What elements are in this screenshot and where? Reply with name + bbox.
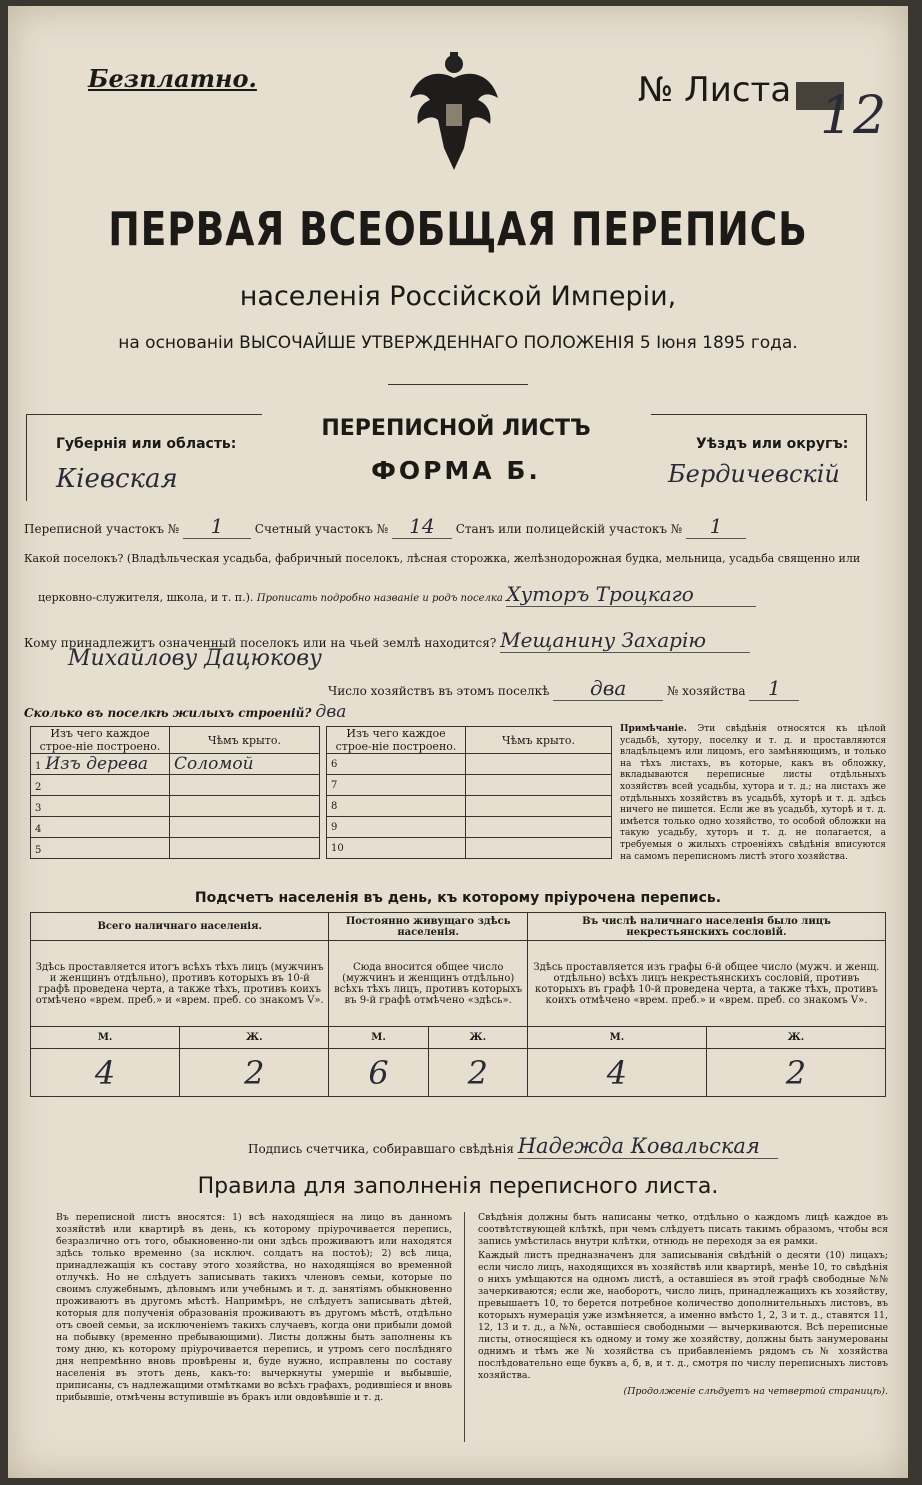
- building-row: [31, 817, 320, 838]
- households-line: [328, 676, 888, 701]
- households-label: Число хозяйствъ въ этомъ поселкѣ: [328, 684, 550, 698]
- rules-left-column: Въ переписной листъ вносятся: 1) всѣ находящіеся на лицо въ данномъ хозяйствѣ или квартирѣ въ день, къ которому пріурочивается перепись, безразлично отъ того, обыкновенно-ли они здѣсь проживаютъ или находятся здѣсь только временно (за исключ. солдатъ на постоѣ); 2) всѣ лица, принадлежащія къ составу этого хозяйства, но находящіяся во временной отлучкѣ. Но не слѣдуетъ записывать такихъ членовъ семьи, которые по своимъ служебнымъ, дѣловымъ или учебнымъ и т. д. занятіямъ обыкновенно проживаютъ въ другомъ мѣстѣ. Напримѣръ, не слѣдуетъ записывать дѣтей, которыя для полученія образованія проживаютъ въ другомъ мѣстѣ, отдѣльно отъ своей семьи, за исключеніемъ такихъ случаевъ, когда они прибыли домой на побывку (временно пребывающими). Листы должны быть заполнены къ тому дню, къ которому пріурочивается перепись, и утромъ сего послѣдняго дня непремѣнно вновь провѣрены и, буде нужно, исправлены по составу населенія въ этотъ день, какъ-то: вычеркнуты умершіе и выбывшіе, приписаны, съ надлежащими отмѣтками во всѣхъ графахъ, родившіеся и вновь прибывшіе, отмѣчены вступившіе въ бракъ или овдовѣвшіе и т. д.: [56, 1212, 452, 1403]
- tally-f-1: Ж.: [180, 1027, 329, 1049]
- row-number: 4: [35, 824, 42, 835]
- form-label: ФОРМА Б.: [371, 456, 541, 485]
- building-row: [327, 796, 612, 817]
- count-area-label: Счетный участокъ №: [254, 522, 389, 536]
- divider: [388, 384, 528, 385]
- area-line: [24, 514, 888, 539]
- tally-value-total-f: 2: [180, 1049, 329, 1097]
- building-row: [31, 754, 320, 775]
- settlement-line: [38, 582, 888, 607]
- owner-value-2: Михайлову Дацюкову: [68, 646, 322, 671]
- census-area-value: 1: [183, 514, 251, 539]
- building-roof-value: [466, 775, 612, 796]
- households-value: два: [553, 676, 663, 701]
- signature-label: Подпись счетчика, собиравшаго свѣдѣнія: [248, 1142, 514, 1156]
- owner-question: Кому принадлежитъ означенный поселокъ или на чьей землѣ находится?: [24, 636, 497, 650]
- sheet-title: ПЕРЕПИСНОЙ ЛИСТЪ: [321, 416, 591, 441]
- tally-col2-head: Постоянно живущаго здѣсь населенія.: [329, 913, 527, 941]
- note-block: [620, 724, 886, 863]
- row-number: 9: [327, 817, 466, 838]
- row-number: 5: [35, 845, 42, 856]
- tally-table: [30, 912, 886, 1097]
- building-roof-value: [466, 754, 612, 775]
- building-row: [327, 775, 612, 796]
- building-row: [327, 817, 612, 838]
- tally-m-3: М.: [527, 1027, 706, 1049]
- building-roof-value: [170, 817, 320, 838]
- census-form-page: [8, 6, 908, 1478]
- rules-right-column: [478, 1212, 888, 1398]
- rules-continued: (Продолженіе слѣдуетъ на четвертой страницѣ).: [623, 1386, 888, 1397]
- col-material-header: Изъ чего каждое строе-ніе построено.: [31, 727, 170, 754]
- settlement-hint: Прописать подробно названіе и родъ поселка: [256, 593, 503, 604]
- buildings-table-left: [30, 726, 320, 859]
- rules-title: Правила для заполненія переписного листа.: [197, 1174, 719, 1199]
- building-roof-value: Соломой: [170, 754, 320, 775]
- household-number-label: № хозяйства: [666, 684, 746, 698]
- building-material-value: Изъ дерева: [45, 754, 149, 774]
- form-header-box: [26, 414, 868, 504]
- tally-m-1: М.: [31, 1027, 180, 1049]
- building-roof-value: [466, 838, 612, 859]
- buildings-line: [24, 702, 346, 722]
- row-number: 8: [327, 796, 466, 817]
- sheet-number-handwritten: 12: [820, 86, 887, 146]
- signature-line: [248, 1134, 778, 1159]
- tally-f-3: Ж.: [706, 1027, 885, 1049]
- tally-col1-head: Всего наличнаго населенія.: [31, 913, 329, 941]
- building-material-cell: [31, 817, 170, 838]
- tally-heading: Подсчетъ населенія въ день, къ которому пріурочена перепись.: [194, 890, 722, 906]
- rules-divider: [464, 1212, 465, 1442]
- building-roof-value: [466, 817, 612, 838]
- district-value: Бердичевскій: [668, 460, 840, 488]
- building-row: [31, 838, 320, 859]
- building-roof-value: [466, 796, 612, 817]
- tally-value-resident-m: 6: [329, 1049, 428, 1097]
- legal-basis: на основаніи ВЫСОЧАЙШЕ УТВЕРЖДЕННАГО ПОЛОЖЕНІЯ 5 Іюня 1895 года.: [118, 333, 798, 353]
- row-number: 6: [327, 754, 466, 775]
- settlement-question: Какой поселокъ? (Владѣльческая усадьба, фабричный поселокъ, лѣсная сторожка, желѣзнодорожная будка, мельница, усадьба священно или: [24, 552, 861, 565]
- row-number: 10: [327, 838, 466, 859]
- buildings-table-right: [326, 726, 612, 859]
- police-area-label: Станъ или полицейскій участокъ №: [455, 522, 683, 536]
- row-number: 1: [35, 761, 42, 772]
- col-roof-header: Чѣмъ крыто.: [170, 727, 320, 754]
- free-label: Безплатно.: [88, 64, 257, 93]
- form-subtitle: населенія Россійской Имперіи,: [239, 281, 677, 312]
- row-number: 7: [327, 775, 466, 796]
- sheet-number-label: № Листа: [638, 70, 792, 110]
- tally-f-2: Ж.: [428, 1027, 527, 1049]
- buildings-label: Сколько въ поселкѣ жилыхъ строеній?: [24, 706, 312, 720]
- buildings-value: два: [315, 702, 347, 722]
- police-area-value: 1: [686, 514, 746, 539]
- building-roof-value: [170, 775, 320, 796]
- row-number: 3: [35, 803, 42, 814]
- tally-col2-text: Сюда вносится общее число (мужчинъ и женщинъ отдѣльно) всѣхъ тѣхъ лицъ, противъ которыхъ въ 9-й графѣ отмѣчено «здѣсь».: [329, 941, 527, 1027]
- count-area-value: 14: [392, 514, 452, 539]
- row-number: 2: [35, 782, 42, 793]
- tally-value-resident-f: 2: [428, 1049, 527, 1097]
- owner-value-1: Мещанину Захарію: [500, 628, 750, 653]
- form-title: ПЕРВАЯ ВСЕОБЩАЯ ПЕРЕПИСЬ: [108, 202, 808, 256]
- building-material-cell: [31, 796, 170, 817]
- building-row: [327, 838, 612, 859]
- rules-right-para-1: Свѣдѣнія должны быть написаны четко, отдѣльно о каждомъ лицѣ каждое въ соотвѣтствующей клѣткѣ, при чемъ слѣдуетъ писать такимъ образомъ, чтобы вся запись умѣстилась внутри клѣтки, отнюдь не переходя за ея рамки.: [478, 1212, 888, 1247]
- province-label: Губернія или область:: [56, 436, 237, 452]
- tally-m-2: М.: [329, 1027, 428, 1049]
- rules-right-para-2: Каждый листъ предназначенъ для записыванія свѣдѣній о десяти (10) лицахъ; если число лицъ, находящихся въ хозяйствѣ или квартирѣ, менѣе 10, то свѣдѣнія о нихъ умѣщаются на одномъ листѣ, а оставшіеся въ этой графѣ свободные №№ зачеркиваются; если же, наоборотъ, число лицъ, принадлежащихъ къ хозяйству, превышаетъ 10, то берется потребное количество дополнительныхъ листовъ, въ которыхъ нумерація уже измѣняется, а именно вмѣсто 1, 2, 3 и т. д., ставятся 11, 12, 13 и т. д., а №№, оставшіеся свободными — вычеркиваются. Всѣ переписные листы, относящіеся къ одному и тому же хозяйству, должны быть занумерованы однимъ и тѣмъ же № хозяйства съ прибавленіемъ рядомъ съ № хозяйства послѣдовательно еще буквъ а, б, в, и т. д., смотря по числу переписныхъ листовъ хозяйства.: [478, 1250, 888, 1381]
- settlement-value: Хуторъ Троцкаго: [506, 582, 756, 607]
- tally-value-nonpeasant-f: 2: [706, 1049, 885, 1097]
- province-value: Кіевская: [56, 464, 178, 494]
- note-label: Примѣчаніе.: [620, 724, 687, 734]
- tally-col3-head: Въ числѣ наличнаго населенія было лицъ некрестьянскихъ сословій.: [527, 913, 885, 941]
- tally-col1-text: Здѣсь проставляется итогъ всѣхъ тѣхъ лицъ (мужчинъ и женщинъ отдѣльно), противъ которыхъ въ 10-й графѣ проведена черта, а также тѣхъ, противъ коихъ отмѣчено «врем. преб.» и «врем. преб. со знакомъ V».: [31, 941, 329, 1027]
- settlement-question-cont: церковно-служителя, школа, и т. п.).: [38, 591, 254, 604]
- building-roof-value: [170, 838, 320, 859]
- household-number-value: 1: [749, 676, 799, 701]
- building-row: [31, 775, 320, 796]
- district-label: Уѣздъ или округъ:: [696, 436, 849, 452]
- tally-value-total-m: 4: [31, 1049, 180, 1097]
- note-text: Эти свѣдѣнія относятся къ цѣлой усадьбѣ, хутору, поселку и т. д. и проставляются владѣльцемъ или лицомъ, его замѣняющимъ, и только на тѣхъ листахъ, въ которые, какъ въ обложку, вкладываются переписные листы отдѣльныхъ хозяйствъ всей усадьбы, хутора и т. д.; на листахъ же отдѣльныхъ хозяйствъ въ усадьбѣ, хуторѣ и т. д. здѣсь ничего не пишется. Если же въ усадьбѣ, хуторѣ и т. д. имѣется только одно хозяйство, то особой обложки на такую усадьбу, хуторъ и т. д. не полагается, а требуемыя о жилыхъ строеніяхъ свѣдѣнія вписуются на самомъ переписномъ листѣ этого хозяйства.: [620, 724, 886, 862]
- building-material-cell: [31, 838, 170, 859]
- building-material-cell: [31, 775, 170, 796]
- col-material-header-right: Изъ чего каждое строе-ніе построено.: [327, 727, 466, 754]
- signature-value: Надежда Ковальская: [518, 1134, 778, 1159]
- tally-value-nonpeasant-m: 4: [527, 1049, 706, 1097]
- building-material-cell: [31, 754, 170, 775]
- double-headed-eagle-emblem: [406, 48, 502, 178]
- census-area-label: Переписной участокъ №: [24, 522, 180, 536]
- tally-col3-text: Здѣсь проставляется изъ графы 6-й общее число (мужч. и женщ. отдѣльно) всѣхъ лицъ некрестьянскихъ сословій, противъ которыхъ въ графѣ 10-й проведена черта, а также тѣхъ, противъ коихъ отмѣчено «врем. преб.» и «врем. преб. со знакомъ V».: [527, 941, 885, 1027]
- col-roof-header-right: Чѣмъ крыто.: [466, 727, 612, 754]
- building-row: [327, 754, 612, 775]
- building-row: [31, 796, 320, 817]
- building-roof-value: [170, 796, 320, 817]
